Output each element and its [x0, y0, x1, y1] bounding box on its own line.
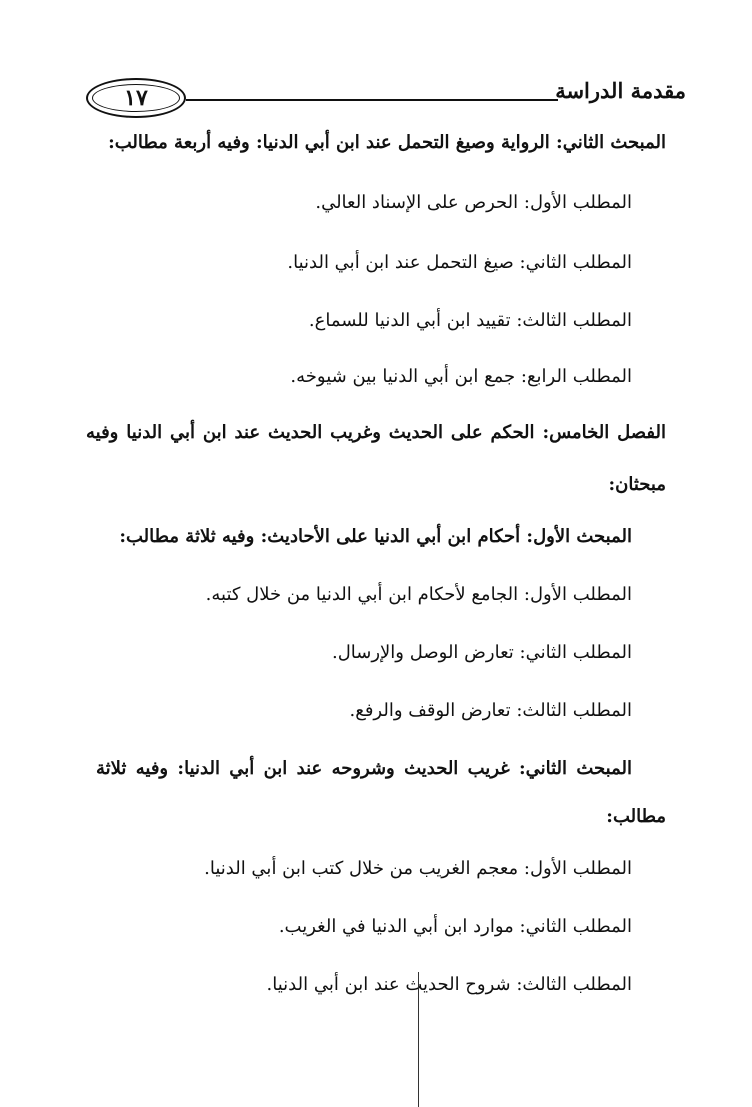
subsection-item: المطلب الثالث: شروح الحديث عند ابن أبي الدنيا. — [266, 974, 632, 995]
subsection-item: المطلب الأول: الحرص على الإسناد العالي. — [315, 192, 632, 213]
section-heading: المبحث الثاني: الرواية وصيغ التحمل عند ابن أبي الدنيا: وفيه أربعة مطالب: — [108, 132, 666, 153]
section-heading-continued: مطالب: — [606, 806, 666, 827]
chapter-heading-continued: مبحثان: — [608, 474, 666, 495]
section-heading: المبحث الثاني: غريب الحديث وشروحه عند ابن أبي الدنيا: وفيه ثلاثة — [96, 758, 632, 779]
subsection-item: المطلب الثاني: صيغ التحمل عند ابن أبي الدنيا. — [287, 252, 632, 273]
gutter-line — [418, 972, 419, 1107]
section-heading: المبحث الأول: أحكام ابن أبي الدنيا على الأحاديث: وفيه ثلاثة مطالب: — [119, 526, 632, 547]
running-title: مقدمة الدراسة — [555, 78, 686, 103]
chapter-heading: الفصل الخامس: الحكم على الحديث وغريب الحديث عند ابن أبي الدنيا وفيه — [86, 422, 666, 443]
subsection-item: المطلب الثاني: موارد ابن أبي الدنيا في الغريب. — [278, 916, 632, 937]
header-rule — [186, 99, 558, 101]
subsection-item: المطلب الثالث: تعارض الوقف والرفع. — [349, 700, 632, 721]
page-header — [86, 76, 686, 126]
subsection-item: المطلب الثالث: تقييد ابن أبي الدنيا للسماع. — [308, 310, 632, 331]
page-number: ١٧ — [124, 85, 148, 111]
subsection-item: المطلب الرابع: جمع ابن أبي الدنيا بين شيوخه. — [290, 366, 632, 387]
subsection-item: المطلب الأول: الجامع لأحكام ابن أبي الدنيا من خلال كتبه. — [205, 584, 632, 605]
subsection-item: المطلب الأول: معجم الغريب من خلال كتب ابن أبي الدنيا. — [204, 858, 632, 879]
subsection-item: المطلب الثاني: تعارض الوصل والإرسال. — [331, 642, 632, 663]
